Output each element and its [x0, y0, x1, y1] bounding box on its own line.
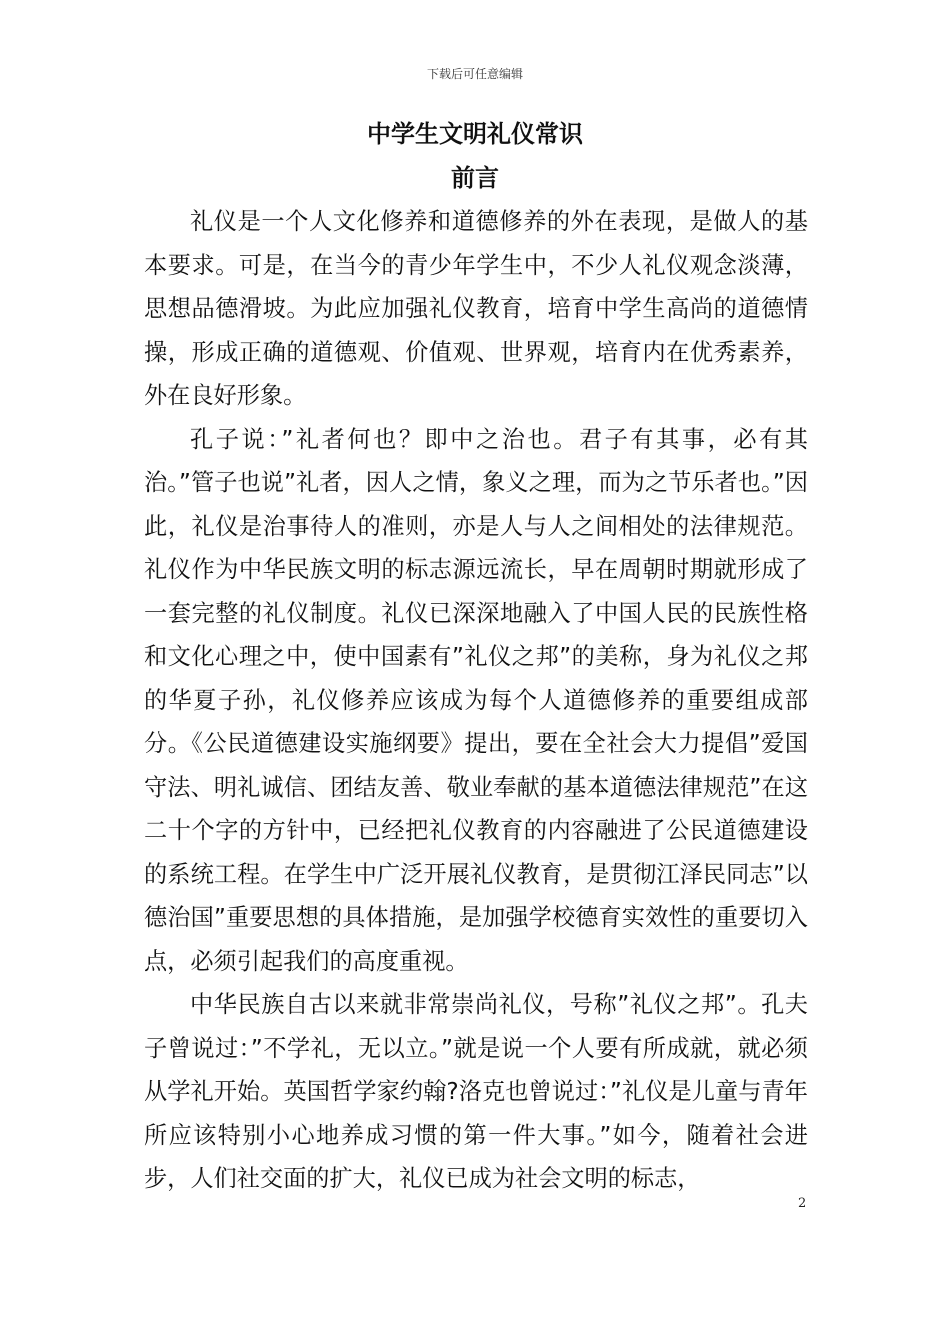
paragraph-1: 礼仪是一个人文化修养和道德修养的外在表现，是做人的基本要求。可是，在当今的青少年学生中，不少人礼仪观念淡薄，思想品德滑坡。为此应加强礼仪教育，培育中学生高尚的道德情操，形成正确的道德观、价值观、世界观，培育内在优秀素养，外在良好形象。: [144, 208, 808, 409]
paragraph-2: 孔子说：”礼者何也？即中之治也。君子有其事，必有其治。”管子也说”礼者，因人之情，象义之理，而为之节乐者也。”因此，礼仪是治事待人的准则，亦是人与人之间相处的法律规范。礼仪作为中华民族文明的标志源远流长，早在周朝时期就形成了一套完整的礼仪制度。礼仪已深深地融入了中国人民的民族性格和文化心理之中，使中国素有”礼仪之邦”的美称，身为礼仪之邦的华夏子孙，礼仪修养应该成为每个人道德修养的重要组成部分。《公民道德建设实施纲要》提出，要在全社会大力提倡”爱国守法、明礼诚信、团结友善、敬业奉献的基本道德法律规范”在这二十个字的方针中，已经把礼仪教育的内容融进了公民道德建设的系统工程。在学生中广泛开展礼仪教育，是贯彻江泽民同志”以德治国”重要思想的具体措施，是加强学校德育实效性的重要切入点，必须引起我们的高度重视。: [144, 425, 808, 975]
paragraph-3: 中华民族自古以来就非常崇尚礼仪，号称”礼仪之邦”。孔夫子曾说过：”不学礼，无以立。”就是说一个人要有所成就，就必须从学礼开始。英国哲学家约翰?洛克也曾说过：”礼仪是儿童与青年所应该特别小心地养成习惯的第一件大事。”如今，随着社会进步，人们社交面的扩大，礼仪已成为社会文明的标志，: [144, 991, 808, 1192]
document-title: 中学生文明礼仪常识: [367, 120, 583, 148]
page-header-note: 下载后可任意编辑: [426, 67, 523, 81]
page-number: 2: [798, 1196, 807, 1211]
document-body: [144, 200, 808, 1201]
document-subtitle: 前言: [451, 164, 499, 192]
